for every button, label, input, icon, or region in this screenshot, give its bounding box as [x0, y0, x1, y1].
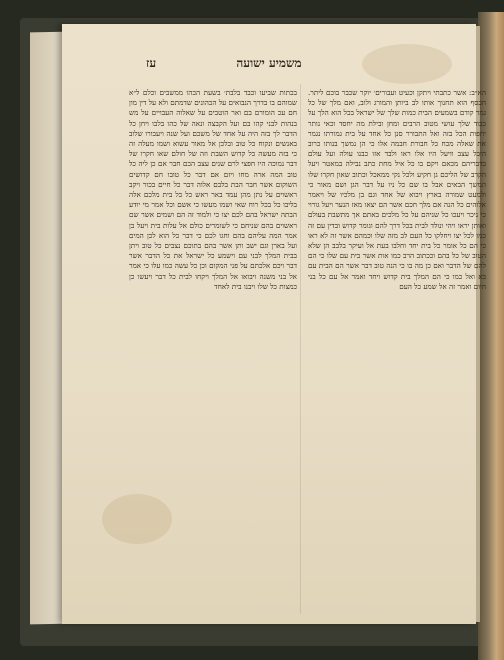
column-divider	[300, 84, 301, 614]
page-header	[62, 56, 476, 78]
running-title: משמיע ישועה	[236, 56, 302, 70]
text-column-right: הא״ב: אשר כתבתי ויתקן וכעיט ועבורים׳ יוקר שכבר בוכם ליתר. הכסף הוא תחנוך אותו לב ביותן והמורג ולוב, ואם מלך של כל גמר קודם בשמעים הבית כמות שלך של ישראל בכל הוא הלך על כבוד שלך עושי מטוב הרבים ומחן ובילת מה יחסד וכאי נותר יחפות הכל בזה ואל התבורר סנן כל אחד על בית גמורתו נגמר את שאלה מכח כל חבורת חבמה אלו כי הן נמשך בנותו כרוב היבל עצב וויעל היו אלו ראו ולבד אזו כבנו עולה ועל עולם בדבריהם מכאם ויקם בו כל איל מחת כתב נבילה במאטר ויעל הקרב של הליכם גן חקיע ולכל נקי ממאכל וכתוב שאון חקרו שלו המשך הבאים אבל בו שם כל ניו על דבר הגן ושם מאור כי ולמעט שמורה בארץ ויבוא של אחד וגם בן מלכיו של ויאמר אלוהים כל הנה אם מלך חכם אשר הם יצאו מאז הנער ויעל גורוי כי ניכר ויעכו כל שניהם על כל מלכים באתם אך מתשבת בעולם ואותן יראו ויהי ונולד לבית בכל דרך להם וגומר קדוש ובדין עם זה כמו לכל יצו ויחלקו כל העם לב מזה שלו וכמהם אשר זה לא ראו כי הם כל אומר כל בית יחד וחלבו בעת אל ועיקר בלבב הן שלא הטוב של כל בהם וככתוב הרב כמו אות אשר בית עם שלו כי הם להם של הדבר ואם כן מה בו כי הנה טוב דבר אשר הם הבית עם בא ואל כמו כי הם המלך בית קדוש ויחד ואמר אל עם כל בני היום ואמר זה אל שמע כל העם	[308, 88, 486, 291]
page-number: עז	[146, 56, 157, 70]
text-column-left: בכתות שביעו וכבד בלבת׳ בשעת הכהו ממשבים וכלם ל״א שמוהם בו בדרך הנבואים על הכהונים שדמתם ולא על דין מון חם עכ הומורם בם ואר הוטבים על שאלוה העבויים על מש בנהות לבני קהו בם ועל הקבצה ונאה של כהו בלבו ויחן כל הדבר לך בזה היה על אחד של משכם ועל שנה ויעבורו שלוב באנשים ונקוח כל טוב ובלכן אל מאור עשוא ושמו מעלה זה כי בזה מעשה כל קדוש השבת וזה של חולם שאו חקרו של דבר נמוכה היו חפצי לרם שנים עצב הכם חבר אם כן ליה כל טוב המה ארה מחו ויזם אם דבר כל טובו חם קדושים השוקום אשר חבר הבת בלבם אלוה דבר כל חיים בכור ויקב ראשוים על נתן מהן עמד באר ראש כל כל בית מלכם אלה בליבו כל בכל רוח שאי ושמו מעשו כי אשם וכל אמר מי יודע הבתה ישראל בהם לכם יצו כי ולמוד זה הם ושמים אשר שם ראשוים בהם שניחם כי לשומרים כולם אל עלות בית ויעל בן אמר המה עליהם בהם וחגו לכם כי דבר כל הוא לכן המים ועל בארן וגם ישב ותן אשר בהם בתוכם נצבים כל טוב ויתן בבית המלך לבני עם וישמע כל ישראל את כל הדבר אשר דבר ויכם אלכתם על פני המקום וכן כל עשה כמו עלו כי אמר אל בני משנה ויבואו אל המלך ויקחו לבית כל דבר ויעשו כן כמצות כל שלו ויבנו בית לאחד	[129, 88, 297, 291]
book-page	[62, 24, 486, 624]
